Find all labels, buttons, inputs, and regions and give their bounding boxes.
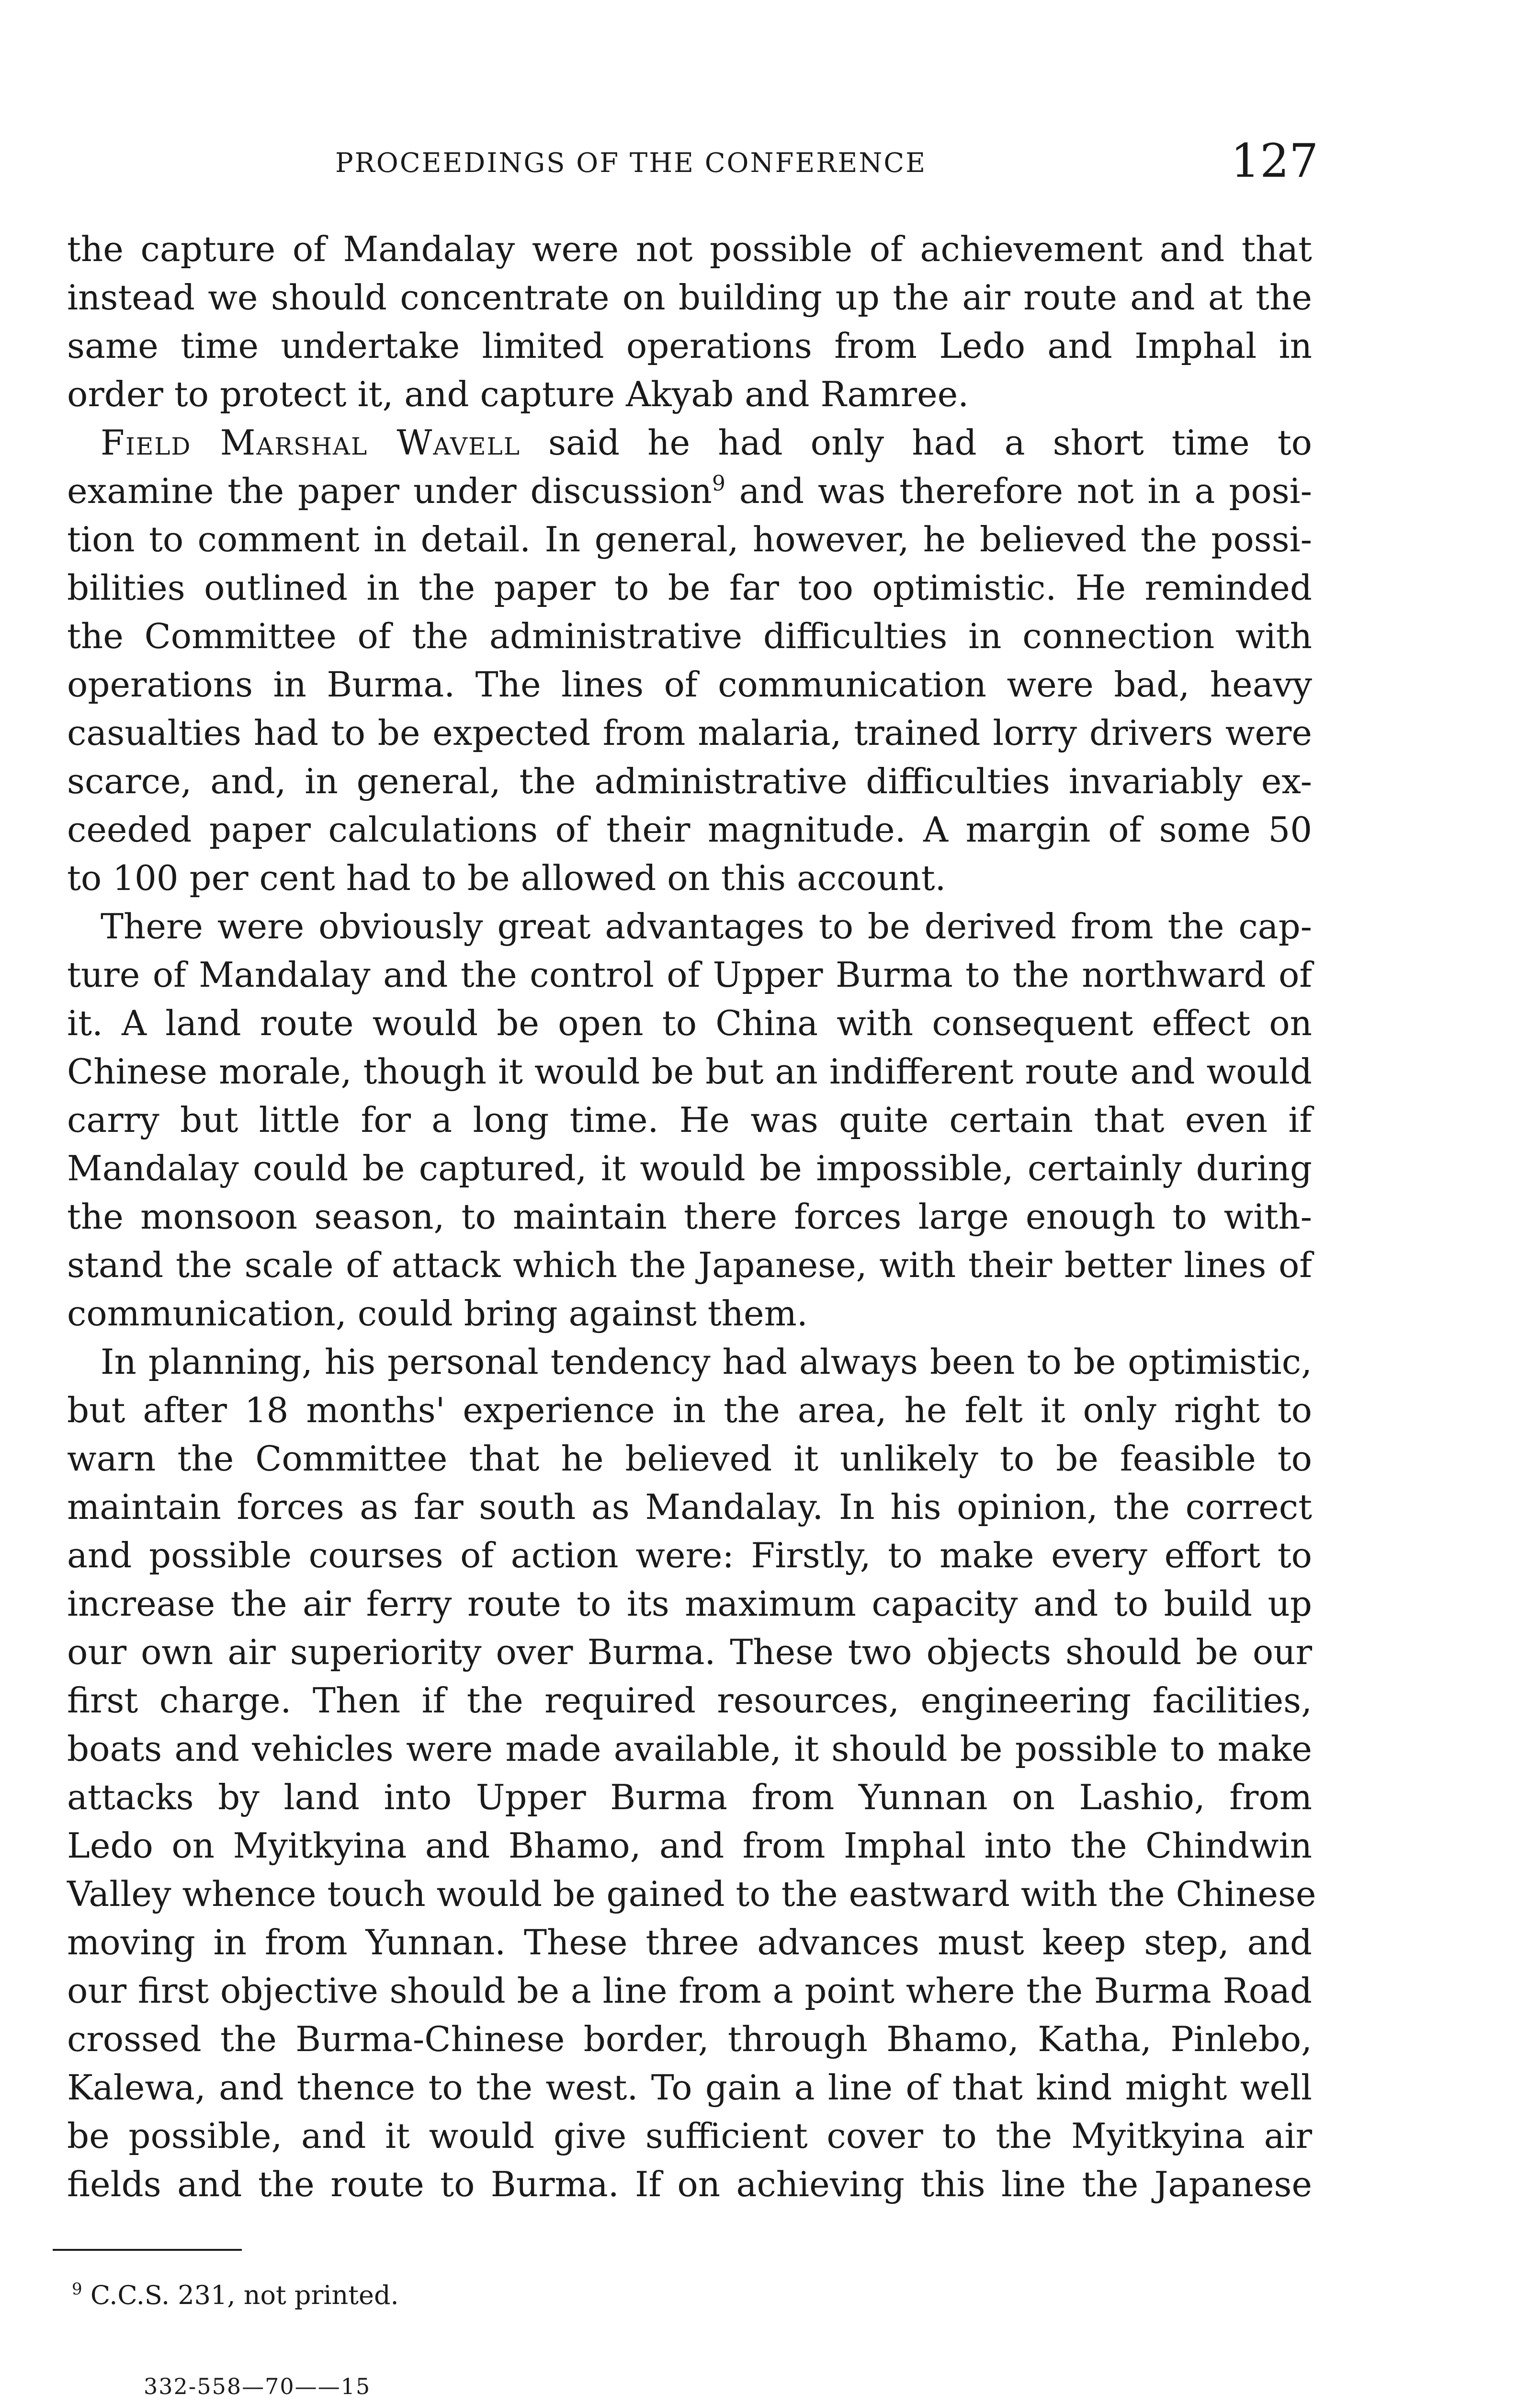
speaker-name: Field Marshal Wavell [101,422,521,463]
text-line: it. A land route would be open to China with consequent effect on [67,1003,1312,1043]
text-line: scarce, and, in general, the administrative difficulties invariably ex- [67,761,1312,801]
text-line: operations in Burma. The lines of communication were bad, heavy [67,664,1312,705]
text-line: moving in from Yunnan. These three advances must keep step, and [67,1922,1312,1962]
text-line: bilities outlined in the paper to be far too optimistic. He reminded [67,568,1312,608]
footnote-divider [53,2249,242,2251]
text-line: be possible, and it would give sufficient cover to the Myitkyina air [67,2116,1312,2156]
paragraph [67,419,1312,902]
paragraph [67,902,1312,1338]
text-line: Ledo on Myitkyina and Bhamo, and from Imphal into the Chindwin [67,1825,1312,1866]
line-text: said he had only had a short time to [520,422,1313,463]
text-line: but after 18 months' experience in the area, he felt it only right to [67,1390,1312,1430]
text-line: Mandalay could be captured, it would be impossible, certainly during [67,1148,1312,1188]
text-line: our first objective should be a line from a point where the Burma Road [67,1971,1312,2011]
text-line: our own air superiority over Burma. These two objects should be our [67,1632,1312,1672]
text-line: carry but little for a long time. He was quite certain that even if [67,1100,1312,1140]
text-line: ceeded paper calculations of their magnitude. A margin of some 50 [67,810,1312,850]
footnote-text: C.C.S. 231, not printed. [90,2280,399,2310]
text-line: maintain forces as far south as Mandalay. In his opinion, the correct [67,1487,1312,1527]
text-line: ture of Mandalay and the control of Upper Burma to the northward of [67,955,1312,995]
footnote [72,2280,399,2310]
body-text [67,225,1316,2209]
printer-code: 332-558—70——15 [144,2373,371,2395]
text-line: warn the Committee that he believed it unlikely to be feasible to [67,1438,1312,1479]
text-line: tion to comment in detail. In general, however, he believed the possi- [67,519,1312,559]
page-number: 127 [1231,134,1319,188]
text-line: the monsoon season, to maintain there forces large enough to with- [67,1197,1312,1237]
text-line: crossed the Burma-Chinese border, through Bhamo, Katha, Pinlebo, [67,2019,1312,2059]
text-line: fields and the route to Burma. If on achieving this line the Japanese [67,2164,1312,2204]
text-line: first charge. Then if the required resources, engineering facilities, [67,1680,1312,1721]
text-line: In planning, his personal tendency had always been to be optimistic, [101,1342,1312,1382]
text-line: communication, could bring against them. [67,1293,808,1334]
text-line: Valley whence touch would be gained to the eastward with the Chinese [67,1874,1316,1914]
text-line: attacks by land into Upper Burma from Yunnan on Lashio, from [67,1777,1312,1817]
footnote-marker: 9 [72,2280,82,2299]
running-title: PROCEEDINGS OF THE CONFERENCE [335,148,927,179]
paragraph [67,225,1312,419]
text-line: Kalewa, and thence to the west. To gain a line of that kind might well [67,2067,1312,2108]
text-line: stand the scale of attack which the Japanese, with their better lines of [67,1245,1312,1285]
text-line [67,467,1312,515]
text-line: the Committee of the administrative difficulties in connection with [67,616,1312,656]
text-line: There were obviously great advantages to be derived from the cap- [101,906,1312,947]
line-text: and was therefore not in a posi- [725,471,1313,511]
text-line: increase the air ferry route to its maximum capacity and to build up [67,1584,1312,1624]
text-line: order to protect it, and capture Akyab and Ramree. [67,374,969,414]
text-line: and possible courses of action were: Firstly, to make every effort to [67,1535,1312,1575]
text-line: boats and vehicles were made available, it should be possible to make [67,1729,1312,1769]
page-header [0,134,1540,201]
text-line: to 100 per cent had to be allowed on this account. [67,858,946,898]
text-line [67,419,1312,467]
text-line: casualties had to be expected from malaria, trained lorry drivers were [67,713,1312,753]
line-text: examine the paper under discussion [67,471,712,511]
text-line: same time undertake limited operations from Ledo and Imphal in [67,326,1312,366]
text-line: the capture of Mandalay were not possible of achievement and that [67,229,1312,269]
text-line: instead we should concentrate on building up the air route and at the [67,277,1312,318]
paragraph [67,1338,1316,2209]
footnote-reference[interactable]: 9 [712,471,725,496]
text-line: Chinese morale, though it would be but an indifferent route and would [67,1051,1312,1092]
